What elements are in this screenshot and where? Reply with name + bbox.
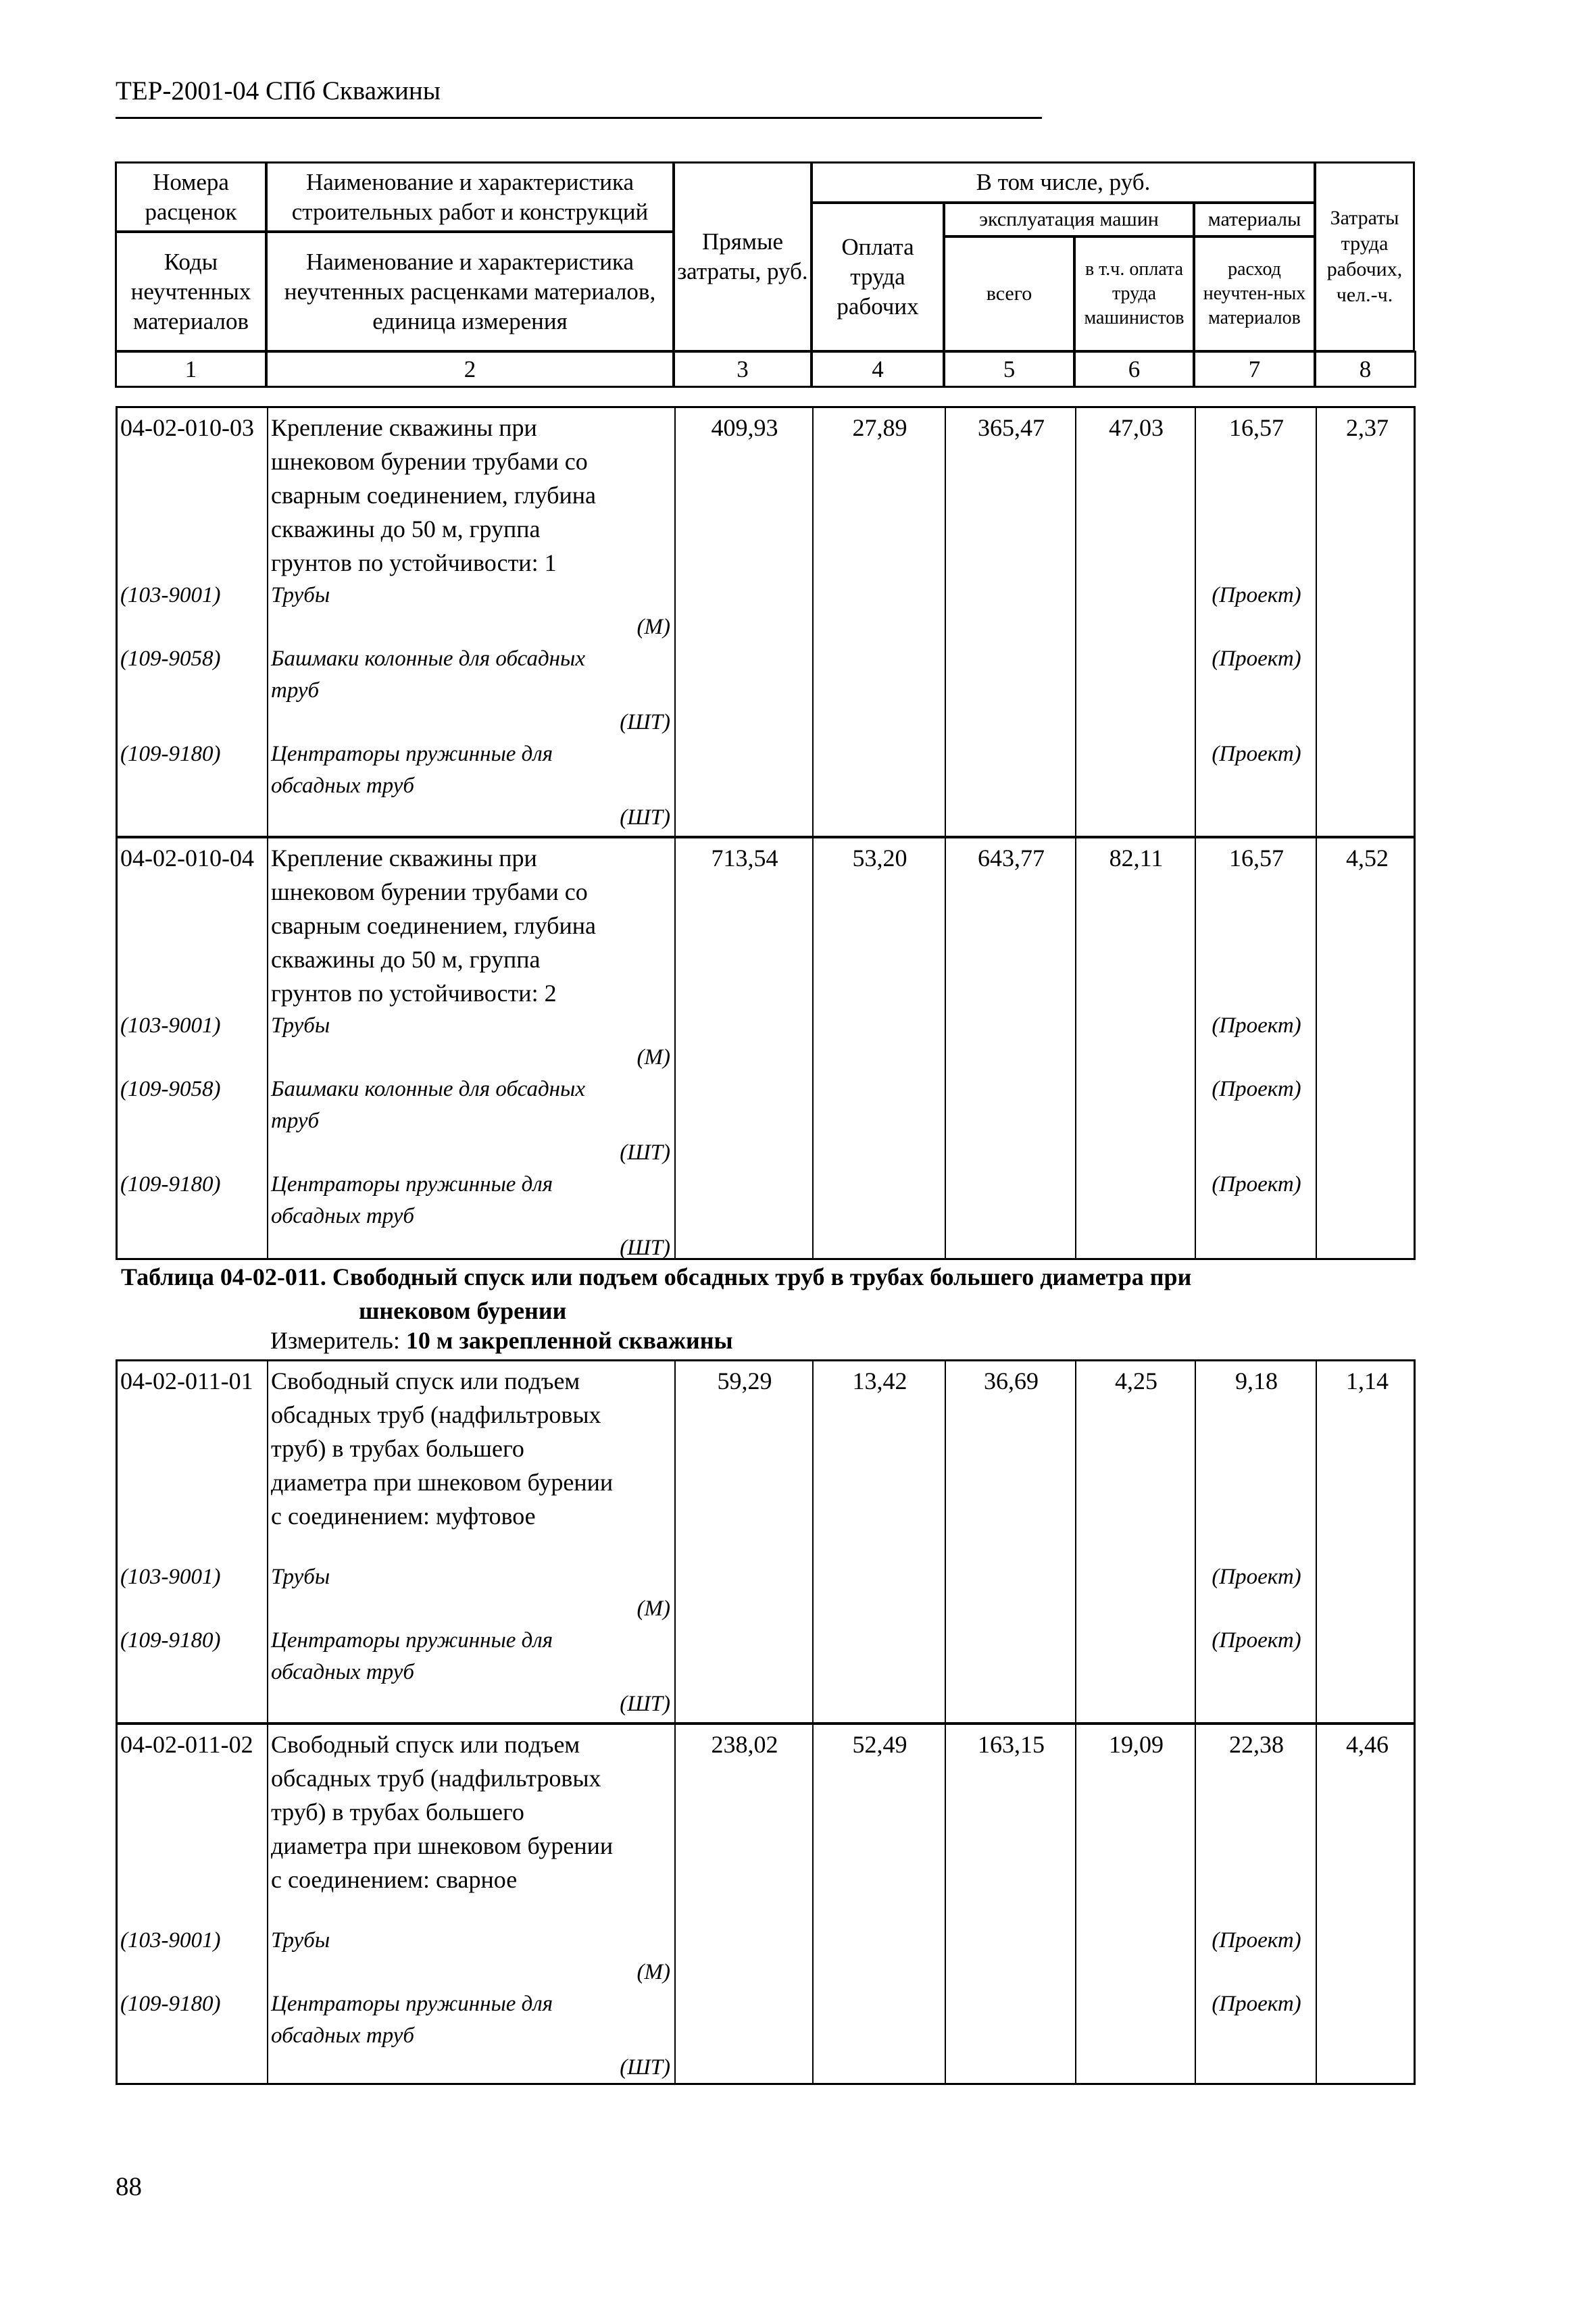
meter-label: Измеритель: xyxy=(270,1327,400,1354)
col-header-wages: Оплата труда рабочих xyxy=(811,202,945,352)
column-number: 2 xyxy=(266,351,674,388)
table-cell xyxy=(118,1725,268,2083)
work-description-line: сварным соединением, глубина xyxy=(271,912,597,939)
table-cell xyxy=(676,838,814,1258)
value-cell: 82,11 xyxy=(1109,845,1164,872)
value-cell: 643,77 xyxy=(978,845,1045,872)
table-cell xyxy=(814,1361,946,1722)
col-header-materials-use: расход неучтен-ных материалов xyxy=(1193,236,1316,352)
col-header-materials: материалы xyxy=(1193,202,1316,237)
material-unit: (М) xyxy=(637,1045,670,1070)
material-consumption: (Проект) xyxy=(1212,1172,1301,1197)
column-number: 6 xyxy=(1074,351,1195,388)
table-cell xyxy=(1076,1725,1196,2083)
work-description-line: обсадных труб (надфильтровых xyxy=(271,1765,601,1792)
value-cell: 2,37 xyxy=(1346,414,1389,441)
material-name-line: Трубы xyxy=(271,1013,330,1038)
material-code: (109-9180) xyxy=(120,1172,221,1197)
work-description-line: диаметра при шнековом бурении xyxy=(271,1832,614,1859)
col-header-codes-bottom: Коды неучтенных материалов xyxy=(115,231,267,352)
table-cell xyxy=(118,408,268,836)
material-name-line: Трубы xyxy=(271,1565,330,1589)
column-number: 5 xyxy=(943,351,1075,388)
material-name-line: Башмаки колонные для обсадных xyxy=(271,647,586,671)
table-cell xyxy=(946,838,1076,1258)
value-cell: 4,52 xyxy=(1346,845,1389,872)
table-cell xyxy=(118,1361,268,1722)
material-name-line: Центраторы пружинные для xyxy=(271,1172,553,1197)
table-row xyxy=(116,406,1416,838)
material-code: (109-9058) xyxy=(120,1077,221,1101)
table-cell xyxy=(814,838,946,1258)
column-number: 1 xyxy=(115,351,267,388)
work-description-line: грунтов по устойчивости: 1 xyxy=(271,549,557,576)
material-consumption: (Проект) xyxy=(1212,583,1301,607)
value-cell: 9,18 xyxy=(1235,1367,1278,1394)
work-description-line: скважины до 50 м, группа xyxy=(271,515,541,543)
value-cell: 713,54 xyxy=(711,845,778,872)
material-consumption: (Проект) xyxy=(1212,1928,1301,1953)
value-cell: 19,09 xyxy=(1109,1731,1164,1758)
material-code: (103-9001) xyxy=(120,1928,221,1953)
table-row xyxy=(116,836,1416,1260)
col-header-name-bottom: Наименование и характеристика неучтенных расценками материалов, единица измерения xyxy=(266,231,674,352)
col-header-machines: эксплуатация машин xyxy=(943,202,1195,237)
material-code: (103-9001) xyxy=(120,1565,221,1589)
material-unit: (М) xyxy=(637,1596,670,1621)
col-header-name-top: Наименование и характеристика строительных работ и конструкций xyxy=(266,161,674,232)
work-description-line: труб) в трубах большего xyxy=(271,1435,524,1462)
material-consumption: (Проект) xyxy=(1212,1628,1301,1653)
table-cell xyxy=(1196,1725,1317,2083)
work-description-line: обсадных труб (надфильтровых xyxy=(271,1401,601,1428)
material-code: (109-9180) xyxy=(120,742,221,766)
table-cell xyxy=(676,1725,814,2083)
material-consumption: (Проект) xyxy=(1212,1565,1301,1589)
value-cell: 16,57 xyxy=(1229,845,1284,872)
material-name-line: Трубы xyxy=(271,583,330,607)
value-cell: 13,42 xyxy=(852,1367,907,1394)
material-name-line: труб xyxy=(271,1109,320,1133)
rate-code: 04-02-011-01 xyxy=(120,1367,253,1394)
material-code: (109-9180) xyxy=(120,1992,221,2016)
work-description-line: Крепление скважины при xyxy=(271,845,537,872)
caption-line-2: шнековом бурении xyxy=(359,1297,567,1324)
table-cell xyxy=(946,1361,1076,1722)
table-cell xyxy=(946,1725,1076,2083)
value-cell: 59,29 xyxy=(717,1367,772,1394)
col-header-operator-wages: в т.ч. оплата труда машинистов xyxy=(1074,236,1195,352)
material-unit: (М) xyxy=(637,1960,670,1984)
work-description-line: диаметра при шнековом бурении xyxy=(271,1469,614,1496)
table-cell xyxy=(1076,838,1196,1258)
material-code: (109-9180) xyxy=(120,1628,221,1653)
material-consumption: (Проект) xyxy=(1212,1077,1301,1101)
material-name-line: обсадных труб xyxy=(271,774,414,798)
col-header-labor: Затраты труда рабочих, чел.-ч. xyxy=(1314,161,1415,352)
table-cell xyxy=(946,408,1076,836)
col-header-machines-total: всего xyxy=(943,236,1075,352)
table-cell xyxy=(814,408,946,836)
value-cell: 22,38 xyxy=(1229,1731,1284,1758)
material-unit: (ШТ) xyxy=(620,710,670,734)
material-name-line: Центраторы пружинные для xyxy=(271,1628,553,1653)
material-unit: (ШТ) xyxy=(620,805,670,830)
value-cell: 4,46 xyxy=(1346,1731,1389,1758)
material-consumption: (Проект) xyxy=(1212,647,1301,671)
material-name-line: Центраторы пружинные для xyxy=(271,742,553,766)
work-description-line: грунтов по устойчивости: 2 xyxy=(271,980,557,1007)
rate-code: 04-02-010-03 xyxy=(120,414,254,441)
caption-line-1: Таблица 04-02-011. Свободный спуск или подъем обсадных труб в трубах большего диаметра при xyxy=(121,1263,1192,1290)
table-row xyxy=(116,1359,1416,1724)
value-cell: 16,57 xyxy=(1229,414,1284,441)
value-cell: 53,20 xyxy=(852,845,907,872)
work-description-line: шнековом бурении трубами со xyxy=(271,448,588,475)
material-unit: (ШТ) xyxy=(620,1236,670,1260)
rate-code: 04-02-010-04 xyxy=(120,845,254,872)
table-cell xyxy=(1196,1361,1317,1722)
value-cell: 47,03 xyxy=(1109,414,1164,441)
material-consumption: (Проект) xyxy=(1212,1992,1301,2016)
table-cell xyxy=(1196,408,1317,836)
rate-code: 04-02-011-02 xyxy=(120,1731,253,1758)
material-code: (103-9001) xyxy=(120,1013,221,1038)
work-description-line: Крепление скважины при xyxy=(271,414,537,441)
col-header-direct: Прямые затраты, руб. xyxy=(673,161,812,352)
material-consumption: (Проект) xyxy=(1212,1013,1301,1038)
value-cell: 163,15 xyxy=(978,1731,1045,1758)
col-header-codes-top: Номера расценок xyxy=(115,161,267,232)
work-description-line: труб) в трубах большего xyxy=(271,1799,524,1826)
material-name-line: Башмаки колонные для обсадных xyxy=(271,1077,586,1101)
material-name-line: труб xyxy=(271,678,320,703)
table-cell xyxy=(1076,408,1196,836)
material-unit: (ШТ) xyxy=(620,1140,670,1165)
work-description-line: скважины до 50 м, группа xyxy=(271,946,541,973)
material-code: (103-9001) xyxy=(120,583,221,607)
value-cell: 238,02 xyxy=(711,1731,778,1758)
meter-line xyxy=(270,1326,733,1355)
column-number: 3 xyxy=(673,351,812,388)
column-number: 8 xyxy=(1314,351,1416,388)
material-name-line: обсадных труб xyxy=(271,1660,414,1684)
value-cell: 36,69 xyxy=(984,1367,1039,1394)
material-code: (109-9058) xyxy=(120,647,221,671)
col-header-incl: В том числе, руб. xyxy=(811,161,1316,203)
work-description-line: с соединением: муфтовое xyxy=(271,1503,536,1530)
work-description-line: Свободный спуск или подъем xyxy=(271,1367,580,1394)
value-cell: 27,89 xyxy=(852,414,907,441)
column-number: 4 xyxy=(811,351,945,388)
table-cell xyxy=(1076,1361,1196,1722)
work-description-line: шнековом бурении трубами со xyxy=(271,878,588,905)
table-cell xyxy=(676,1361,814,1722)
material-unit: (М) xyxy=(637,615,670,639)
header-rule xyxy=(116,117,1042,119)
running-header: ТЕР-2001-04 СПб Скважины xyxy=(116,76,441,105)
material-name-line: Трубы xyxy=(271,1928,330,1953)
material-unit: (ШТ) xyxy=(620,2055,670,2080)
value-cell: 1,14 xyxy=(1346,1367,1389,1394)
material-name-line: Центраторы пружинные для xyxy=(271,1992,553,2016)
page-number: 88 xyxy=(116,2172,142,2201)
table-cell xyxy=(814,1725,946,2083)
material-name-line: обсадных труб xyxy=(271,2023,414,2048)
work-description-line: Свободный спуск или подъем xyxy=(271,1731,580,1758)
value-cell: 409,93 xyxy=(711,414,778,441)
value-cell: 365,47 xyxy=(978,414,1045,441)
meter-value: 10 м закрепленной скважины xyxy=(405,1327,733,1354)
value-cell: 52,49 xyxy=(852,1731,907,1758)
material-name-line: обсадных труб xyxy=(271,1204,414,1228)
material-unit: (ШТ) xyxy=(620,1692,670,1716)
work-description-line: с соединением: сварное xyxy=(271,1866,518,1893)
table-cell xyxy=(676,408,814,836)
work-description-line: сварным соединением, глубина xyxy=(271,482,597,509)
material-consumption: (Проект) xyxy=(1212,742,1301,766)
value-cell: 4,25 xyxy=(1115,1367,1157,1394)
table-row xyxy=(116,1723,1416,2085)
column-number: 7 xyxy=(1193,351,1316,388)
